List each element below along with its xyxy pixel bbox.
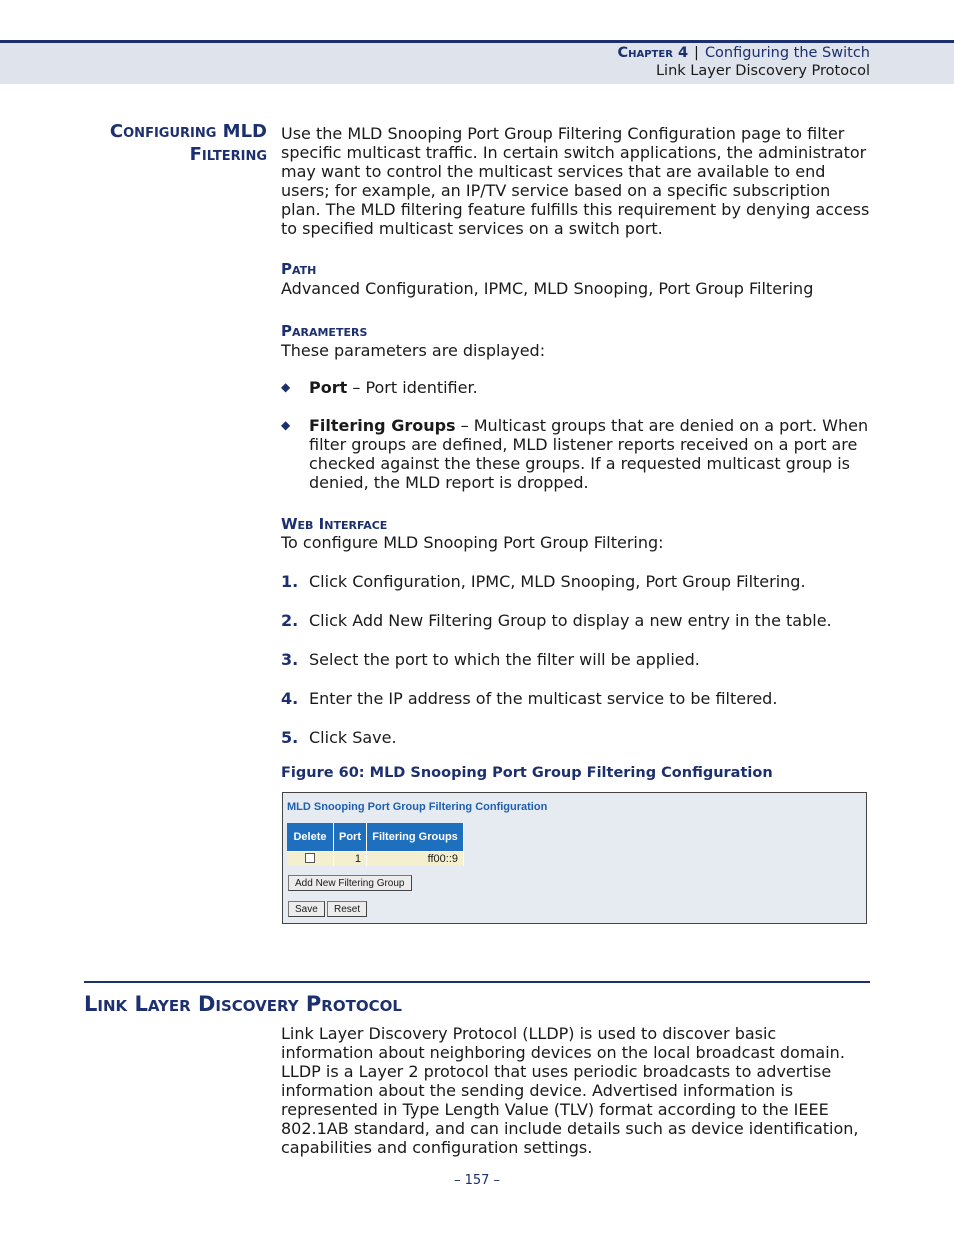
step-text: Click Add New Filtering Group to display a new entry in the table. (309, 611, 832, 630)
step-number: 1. (281, 572, 299, 591)
chapter-label: Chapter 4 (617, 45, 689, 61)
step-text: Click Configuration, IPMC, MLD Snooping, Port Group Filtering. (309, 572, 806, 591)
running-header-section: Link Layer Discovery Protocol (655, 63, 870, 79)
reset-button[interactable]: Reset (327, 901, 367, 917)
path-text: Advanced Configuration, IPMC, MLD Snooping, Port Group Filtering (281, 279, 814, 298)
web-interface-heading: Web Interface (281, 515, 388, 533)
port-cell: 1 (334, 852, 367, 867)
step-text: Enter the IP address of the multicast service to be filtered. (309, 689, 778, 708)
step-number: 3. (281, 650, 299, 669)
page-number: – 157 – (453, 1173, 501, 1188)
delete-checkbox[interactable] (305, 853, 315, 863)
section-divider (84, 981, 870, 983)
section-title-line1: Configuring MLD (109, 121, 267, 142)
step-number: 2. (281, 611, 299, 630)
filtering-table (287, 823, 464, 866)
step-number: 4. (281, 689, 299, 708)
screenshot-page-title: MLD Snooping Port Group Filtering Configuration (287, 801, 548, 813)
path-heading: Path (281, 260, 317, 278)
column-header-delete: Delete (287, 823, 334, 852)
intro-paragraph: Use the MLD Snooping Port Group Filtering Configuration page to filter specific multicast traffic. In certain switch applications, the administrator may want to control the multicast services that are available to end users; for example, an IP/TV service based on a specific subscription plan. The MLD filtering feature fulfills this requirement by denying access to specified multicast services on a switch port. (281, 124, 870, 238)
add-new-filtering-group-button[interactable]: Add New Filtering Group (288, 875, 412, 891)
section-title-lldp: Link Layer Discovery Protocol (84, 992, 402, 1016)
diamond-bullet-icon: ◆ (281, 380, 291, 394)
parameters-intro: These parameters are displayed: (281, 341, 546, 360)
section-title-line2: Filtering (189, 144, 267, 165)
delete-cell (287, 852, 334, 867)
chapter-title: Configuring the Switch (704, 45, 870, 61)
web-interface-intro: To configure MLD Snooping Port Group Filtering: (281, 533, 664, 552)
lldp-paragraph: Link Layer Discovery Protocol (LLDP) is used to discover basic information about neighboring devices on the local broadcast domain. LLDP is a Layer 2 protocol that uses periodic broadcasts to advertise information about the sending device. Advertised information is represented in Type Length Value (TLV) format according to the IEEE 802.1AB standard, and can include details such as device identification, capabilities and configuration settings. (281, 1024, 859, 1157)
diamond-bullet-icon: ◆ (281, 418, 291, 432)
step-number: 5. (281, 728, 299, 747)
header-separator: | (694, 45, 699, 61)
mld-filtering-screenshot (282, 792, 867, 924)
step-text: Click Save. (309, 728, 397, 747)
running-header-chapter (617, 45, 870, 61)
table-header-row (287, 823, 464, 852)
section-title-configuring-mld-filtering (84, 120, 267, 166)
column-header-filtering-groups: Filtering Groups (367, 823, 464, 852)
bullet-desc: – Multicast groups that are denied on a port. When filter groups are defined, MLD listener reports received on a port are checked against the these groups. If a requested multicast group is denied, the MLD report is dropped. (309, 416, 869, 492)
bullet-desc: – Port identifier. (347, 378, 478, 397)
column-header-port: Port (334, 823, 367, 852)
step-text: Select the port to which the filter will be applied. (309, 650, 700, 669)
table-row (287, 852, 464, 867)
bullet-text (309, 378, 871, 397)
bullet-text (309, 416, 871, 492)
bullet-term: Port (309, 378, 348, 397)
figure-caption: Figure 60: MLD Snooping Port Group Filtering Configuration (281, 765, 773, 781)
filtering-group-cell[interactable]: ff00::9 (367, 852, 464, 867)
parameters-heading: Parameters (281, 322, 368, 340)
bullet-term: Filtering Groups (309, 416, 456, 435)
save-button[interactable]: Save (288, 901, 325, 917)
